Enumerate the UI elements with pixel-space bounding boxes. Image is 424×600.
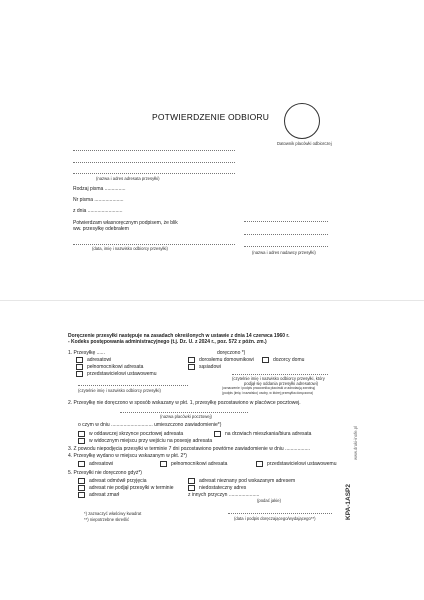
deliverer-signature-line bbox=[228, 513, 332, 514]
checkbox[interactable] bbox=[188, 478, 195, 484]
field-nr-pisma: Nr pisma ..................... bbox=[73, 197, 124, 203]
field-rodzaj-pisma: Rodzaj pisma ............... bbox=[73, 186, 126, 192]
section-1-note-right-1: (czytelnie imię i nazwisko odbiorcy przesyłki, który bbox=[232, 376, 325, 381]
recipient-caption: (data, imię i nazwisko odbiorcy przesyłki) bbox=[92, 246, 168, 251]
checkbox[interactable] bbox=[188, 357, 195, 363]
option-5-odmowil[interactable]: adresat odmówił przyjęcia bbox=[78, 478, 147, 484]
section-5-text: 5. Przesyłki nie doręczono gdyż*) bbox=[68, 470, 142, 476]
signature-text-2: ww. przesyłkę odebrałem bbox=[73, 226, 129, 232]
option-drzwi[interactable]: na drzwiach mieszkania/biura adresata bbox=[214, 431, 311, 437]
publisher-url: www.druki-inofe.pl bbox=[353, 426, 358, 460]
option-pelnomocnikowi[interactable]: pełnomocnikowi adresata bbox=[76, 364, 143, 370]
deliverer-caption: (data i podpis doręczającego/wydającego**) bbox=[234, 516, 316, 521]
sender-line-2 bbox=[244, 234, 328, 235]
option-5-nieznany[interactable]: adresat nieznany pod wskazanym adresem bbox=[188, 478, 295, 484]
option-4-przedstawicielowi[interactable]: przedstawicielowi ustawowemu bbox=[256, 461, 336, 467]
checkbox[interactable] bbox=[78, 431, 85, 437]
addressee-line-3 bbox=[73, 173, 235, 174]
option-dozorcy-domu[interactable]: dozorcy domu bbox=[262, 357, 304, 363]
field-z-dnia: z dnia ......................... bbox=[73, 208, 123, 214]
checkbox[interactable] bbox=[76, 364, 83, 370]
option-4-adresatowi[interactable]: adresatowi bbox=[78, 461, 113, 467]
checkbox[interactable] bbox=[78, 461, 85, 467]
option-adresatowi[interactable]: adresatowi bbox=[76, 357, 111, 363]
section-3-text: 3. Z powodu niepodjęcia przesyłki w terminie 7 dni pozostawiono powtórne zawiadomienie w dniu .................. bbox=[68, 446, 311, 452]
addressee-caption: (nazwa i adres adresata przesyłki) bbox=[96, 176, 160, 181]
checkbox[interactable] bbox=[76, 371, 83, 377]
checkbox[interactable] bbox=[78, 478, 85, 484]
checkbox[interactable] bbox=[78, 485, 85, 491]
checkbox[interactable] bbox=[256, 461, 263, 467]
sender-line-3 bbox=[244, 246, 328, 247]
section-4-text: 4. Przesyłkę wydano w miejscu wskazanym w pkt. 2*) bbox=[68, 453, 187, 459]
option-wejscie[interactable]: w widocznym miejscu przy wejściu na posesję adresata bbox=[78, 438, 212, 444]
intermediary-line bbox=[232, 374, 328, 375]
option-5-niedostateczny-adres[interactable]: niedostateczny adres bbox=[188, 485, 246, 491]
fold-line bbox=[0, 300, 424, 301]
option-5-inne-przyczyny: z innych przyczyn ...................... bbox=[188, 492, 260, 498]
option-skrzynka[interactable]: w oddawczej skrzynce pocztowej adresata bbox=[78, 431, 183, 437]
stamp-circle bbox=[284, 103, 320, 139]
section-1-note-right-4: (podpis (imię i nazwisko) osoby, w której przesyłka doręczona) bbox=[222, 391, 314, 395]
checkbox[interactable] bbox=[78, 438, 85, 444]
checkbox[interactable] bbox=[160, 461, 167, 467]
page-title: POTWIERDZENIE ODBIORU bbox=[152, 112, 270, 122]
footnote-2: **) niepotrzebne skreślić bbox=[84, 517, 130, 522]
form-code: KPA-1ASP2 bbox=[345, 483, 352, 520]
checkbox[interactable] bbox=[78, 492, 85, 498]
section-1-note-right-2: podjął się oddania przesyłki adresatowi) bbox=[244, 381, 319, 386]
signature-text-1: Potwierdzam własnoręcznym podpisem, że blik bbox=[73, 220, 178, 226]
footnote-1: *) zaznaczyć właściwy kwadrat bbox=[84, 511, 142, 516]
legal-header-2: - Kodeks postępowania administracyjnego (t.j. Dz. U. z 2024 r., poz. 572 z późn. zm.) bbox=[68, 339, 267, 345]
post-office-line bbox=[120, 412, 248, 413]
option-sasiadowi[interactable]: sąsiadowi bbox=[188, 364, 221, 370]
sender-line-1 bbox=[244, 221, 328, 222]
option-4-pelnomocnikowi[interactable]: pełnomocnikowi adresata bbox=[160, 461, 227, 467]
section-1-doreczono: doręczono *) bbox=[217, 350, 246, 356]
section-1-label: 1. Przesyłkę ...... bbox=[68, 350, 105, 356]
section-2-text: 2. Przesyłkę nie doręczono w sposób wskazany w pkt. 1, przesyłkę pozostawiono w placówce pocztowej. bbox=[68, 400, 301, 406]
stamp-label: Datownik placówki odbiorczej bbox=[277, 141, 332, 146]
checkbox[interactable] bbox=[214, 431, 221, 437]
section-1-note-left: (czytelnie imię i nazwisko odbiorcy przesyłki) bbox=[78, 388, 161, 393]
option-5-zmarl[interactable]: adresat zmarł bbox=[78, 492, 119, 498]
recipient-name-line bbox=[78, 385, 188, 386]
checkbox[interactable] bbox=[188, 485, 195, 491]
addressee-line-1 bbox=[73, 150, 235, 151]
checkbox[interactable] bbox=[76, 357, 83, 363]
checkbox[interactable] bbox=[188, 364, 195, 370]
section-1-note-right-3: (oznaczenie i podpis pracownika placówki w adnotacją zwrotną) bbox=[222, 386, 316, 390]
option-przedstawicielowi[interactable]: przedstawicielowi ustawowemu bbox=[76, 371, 156, 377]
sender-caption: (nazwa i adres nadawcy przesyłki) bbox=[252, 250, 316, 255]
section-2-caption: (nazwa placówki pocztowej) bbox=[160, 414, 212, 419]
option-5-nie-podjal[interactable]: adresat nie podjął przesyłki w terminie bbox=[78, 485, 173, 491]
checkbox[interactable] bbox=[262, 357, 269, 363]
legal-header-1: Doręczenie przesyłki następuje na zasadach określonych w ustawie z dnia 14 czerwca 1960 r. bbox=[68, 333, 290, 339]
option-doroslemu-domownikowi[interactable]: dorosłemu domownikowi bbox=[188, 357, 254, 363]
section-2-w-dniu: o czym w dniu .............................. umieszczono zawiadomienie*) bbox=[78, 422, 222, 428]
addressee-line-2 bbox=[73, 162, 235, 163]
recipient-signature-line bbox=[73, 244, 235, 245]
section-5-podaj-jakie: (podać jakie) bbox=[257, 498, 281, 503]
